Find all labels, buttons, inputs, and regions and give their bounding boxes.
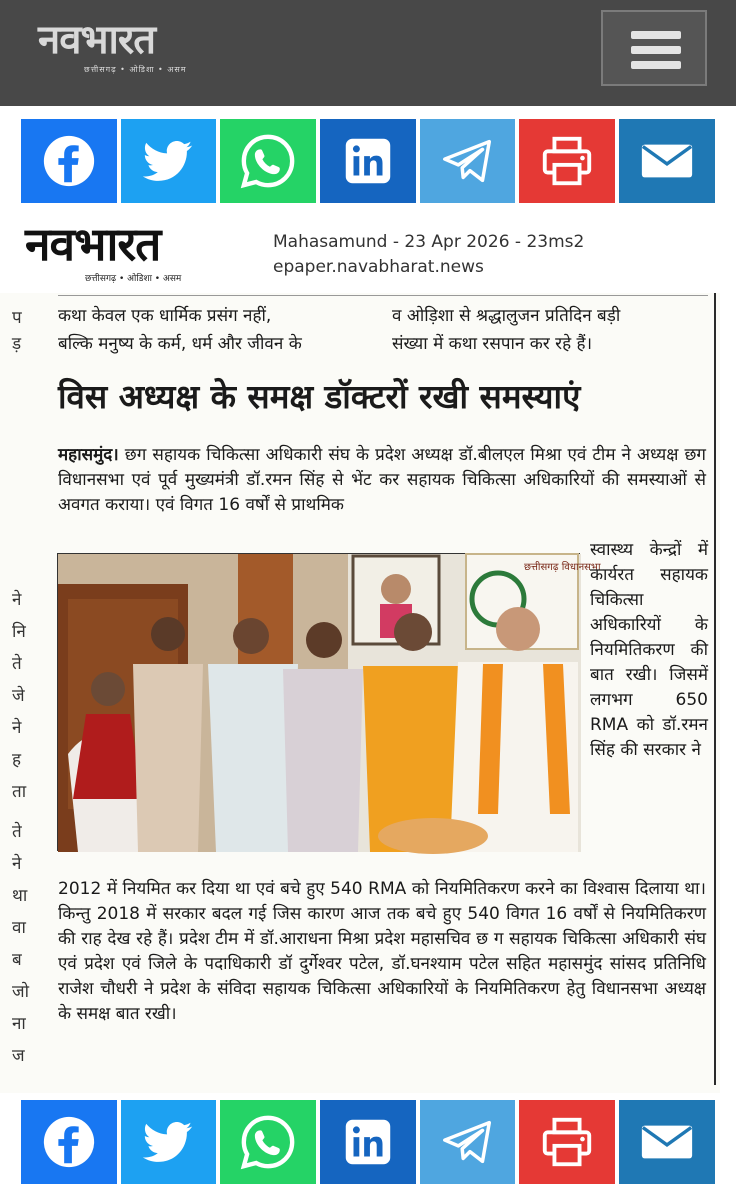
edition-info [273,230,584,280]
hamburger-menu-icon-bar [631,61,681,69]
margin-fragment: ते [12,654,22,674]
article-side-column: स्वास्थ्य केन्द्रों में कार्यरत सहायक चिकित्सा अधिकारियों के नियमितिकरण की बात रखी। जिसमें लगभग 650 RMA को डॉ.रमन सिंह की सरकार ने [590,540,708,760]
article-dateline: महासमुंद। [58,445,119,465]
edition-line: Mahasamund - 23 Apr 2026 - 23ms2 [273,232,585,252]
margin-fragment: ड़ [12,334,22,354]
article-headline: विस अध्यक्ष के समक्ष डॉक्टरों रखी समस्याएं [58,377,581,416]
whatsapp-icon [239,132,297,190]
margin-fragment: जो [12,982,30,1002]
margin-fragment: ब [12,950,22,970]
site-logo-tagline: छत्तीसगढ़ • ओडिशा • असम [84,65,187,74]
share-email-button[interactable] [619,119,715,203]
epaper-site-link[interactable]: epaper.navabharat.news [273,257,484,277]
article-tail: 2012 में नियमित कर दिया था एवं बचे हुए 540 RMA को नियमितिकरण करने का विश्वास दिलाया था। किन्तु 2018 में सरकार बदल गई जिस कारण आज तक बचे हुए 540 विगत 16 वर्षों से नियमितिकरण की राह देख रहे हैं। प्रदेश टीम में डॉ.आराधना मिश्रा प्रदेश महासचिव छ ग सहायक चिकित्सा अधिकारी संघ एवं प्रदेश एवं जिले के पदाधिकारी डॉ दुर्गेश्वर पटेल, डॉ.घनश्याम पटेल सहित महासमुंद सांसद प्रतिनिधि राजेश चौधरी ने प्रदेश के संविदा सहायक चिकित्सा अधिकारियों के नियमितिकरण हेतु विधानसभा अध्यक्ष के समक्ष बात रखी। [58,879,706,1024]
hamburger-menu-icon [631,31,681,39]
epaper-masthead [0,215,736,293]
newspaper-logo-text: नवभारत [25,217,161,271]
margin-fragment: ना [12,1014,26,1034]
site-logo-text: नवभारत [38,17,156,63]
article-lead [58,443,706,518]
printer-icon [538,132,596,190]
hamburger-menu-button[interactable] [601,10,707,86]
margin-fragment: वा [12,918,26,938]
linkedin-icon [339,1113,397,1171]
printer-icon [538,1113,596,1171]
margin-fragment: ह [12,750,22,770]
facebook-icon [40,132,98,190]
margin-fragment: ता [12,782,27,802]
margin-fragment: ने [12,590,22,610]
article-photo[interactable] [57,553,601,851]
site-header [0,0,736,106]
share-print-button[interactable] [519,1100,615,1184]
share-facebook-button[interactable] [21,119,117,203]
facebook-icon [40,1113,98,1171]
prev-story-right-line: व ओड़िशा से श्रद्धालुजन प्रतिदिन बड़ी [392,306,621,326]
telegram-icon [439,1113,497,1171]
share-whatsapp-button[interactable] [220,119,316,203]
margin-fragment: ने [12,718,22,738]
email-icon [638,132,696,190]
hamburger-menu-icon-bar [631,46,681,54]
photo-banner-text: छत्तीसगढ़ विधानसभा [524,562,601,573]
margin-fragment: प [12,308,22,328]
margin-fragment: जे [12,686,25,706]
site-logo[interactable] [38,18,228,80]
share-twitter-button[interactable] [121,119,217,203]
email-icon [638,1113,696,1171]
prev-story-left-line: बल्कि मनुष्य के कर्म, धर्म और जीवन के [58,334,302,354]
newspaper-logo-tagline: छत्तीसगढ़ • ओडिशा • असम [85,274,182,284]
linkedin-icon [339,132,397,190]
margin-fragment: ते [12,822,22,842]
group-photo-illustration [58,554,601,852]
margin-fragment: ने [12,854,22,874]
share-linkedin-button[interactable] [320,119,416,203]
share-whatsapp-button[interactable] [220,1100,316,1184]
share-telegram-button[interactable] [420,1100,516,1184]
prev-story-right-line: संख्या में कथा रसपान कर रहे हैं। [392,334,593,354]
twitter-icon [140,1113,198,1171]
newspaper-logo [25,219,247,291]
share-facebook-button[interactable] [21,1100,117,1184]
share-bar-bottom [21,1100,715,1184]
share-print-button[interactable] [519,119,615,203]
margin-fragment: ज [12,1046,25,1066]
twitter-icon [140,132,198,190]
margin-fragment: नि [12,622,26,642]
prev-story-left-line: कथा केवल एक धार्मिक प्रसंग नहीं, [58,306,272,326]
news-clipping [0,293,720,1093]
top-cut-rule [58,295,708,296]
column-rule [714,293,716,1085]
whatsapp-icon [239,1113,297,1171]
share-twitter-button[interactable] [121,1100,217,1184]
share-telegram-button[interactable] [420,119,516,203]
telegram-icon [439,132,497,190]
article-lead-text: छग सहायक चिकित्सा अधिकारी संघ के प्रदेश अध्यक्ष डॉ.बीलएल मिश्रा एवं टीम ने अध्यक्ष छग विधानसभा एवं पूर्व मुख्यमंत्री डॉ.रमन सिंह से भेंट कर सहायक चिकित्सा अधिकारियों की समस्याओं से अवगत कराया। एवं विगत 16 वर्षों से प्राथमिक [58,445,706,515]
share-linkedin-button[interactable] [320,1100,416,1184]
share-email-button[interactable] [619,1100,715,1184]
margin-fragment: था [12,886,28,906]
share-bar-top [21,119,715,203]
